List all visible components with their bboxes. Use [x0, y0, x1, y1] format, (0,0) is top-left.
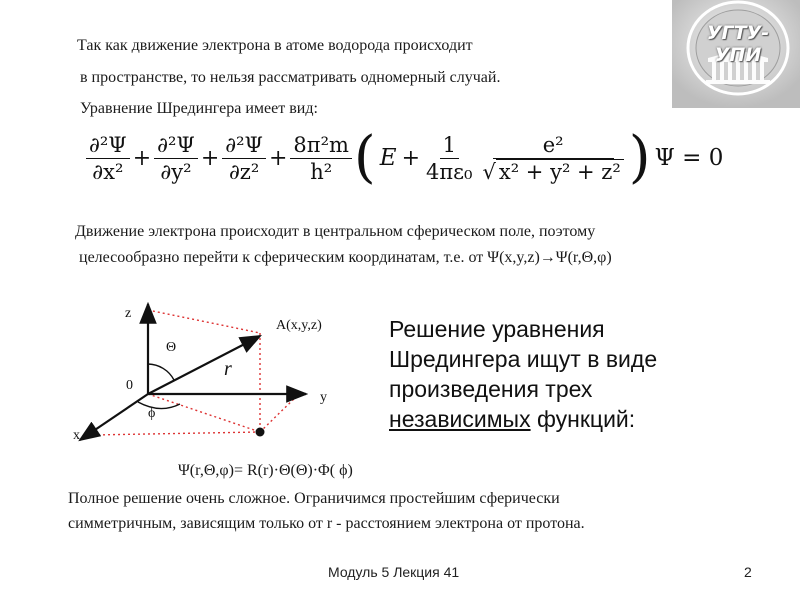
conclusion-line-2: симметричным, зависящим только от r - расстоянием электрона от протона. [68, 515, 585, 532]
psi-equals-zero: Ψ = 0 [654, 145, 724, 171]
central-field-line-2: целесообразно перейти к сферическим координатам, т.е. от Ψ(x,y,z)→Ψ(r,Θ,φ) [79, 249, 612, 266]
intro-line-3: Уравнение Шредингера имеет вид: [80, 100, 318, 117]
plus-sign: + [132, 145, 152, 171]
plus-sign: + [401, 145, 421, 171]
fraction-denominator: 4πε₀ [426, 159, 473, 184]
left-paren: ( [353, 125, 376, 190]
solution-line-4 [389, 404, 657, 434]
footer-module-label: Модуль 5 Лекция 41 [328, 564, 460, 580]
theta-label: Θ [166, 340, 177, 355]
central-field-line-1: Движение электрона происходит в центральном сферическом поле, поэтому [75, 223, 596, 240]
right-paren: ) [628, 125, 651, 190]
fraction-numerator: ∂²Ψ [86, 133, 130, 159]
phi-arc [138, 402, 180, 409]
fraction-numerator: e² [493, 133, 614, 159]
energy-symbol: E [379, 145, 397, 171]
x-axis [80, 394, 148, 440]
fraction-denominator: h² [310, 159, 333, 184]
conclusion-line-1: Полное решение очень сложное. Ограничимся простейшим сферически [68, 490, 560, 507]
spherical-coordinates-diagram [60, 290, 360, 460]
coulomb-fraction [479, 133, 626, 184]
eight-pi-m-over-h2-fraction [290, 133, 352, 184]
fraction-denominator: ∂z² [228, 159, 260, 184]
theta-arc [148, 364, 174, 380]
fraction-numerator: ∂²Ψ [222, 133, 266, 159]
fraction-denominator: ∂y² [160, 159, 192, 184]
fraction-numerator: 1 [440, 133, 459, 159]
intro-line-2: в пространстве, то нельзя рассматривать одномерный случай. [80, 69, 501, 86]
z-axis-label: z [125, 306, 132, 321]
projection-lines [92, 310, 300, 435]
plus-sign: + [268, 145, 288, 171]
page-number: 2 [744, 564, 752, 580]
solution-statement [389, 314, 657, 434]
fraction-denominator: ∂x² [92, 159, 124, 184]
y-axis-label: y [320, 390, 327, 405]
x-axis-label: x [73, 428, 80, 443]
product-formula: Ψ(r,Θ,φ)= R(r)·Θ(Θ)·Φ( ϕ) [178, 462, 353, 479]
solution-line-3: произведения трех [389, 376, 593, 402]
radius-vector [148, 336, 260, 394]
solution-line-1: Решение уравнения [389, 316, 605, 342]
sqrt-expression: x² + y² + z² [496, 159, 624, 184]
logo-text: УГТУ-УПИ [706, 22, 770, 66]
plus-sign: + [200, 145, 220, 171]
independent-word: независимых [389, 406, 531, 432]
point-a-label: A(x,y,z) [276, 318, 322, 333]
fraction-numerator: 8π²m [290, 133, 352, 159]
functions-word: функций: [530, 406, 636, 432]
phi-label: ϕ [148, 406, 156, 421]
intro-line-1: Так как движение электрона в атоме водорода происходит [77, 37, 473, 54]
solution-line-2: Шредингера ищут в виде [389, 346, 658, 372]
schrodinger-equation [84, 122, 723, 194]
axes [80, 304, 306, 440]
sqrt-denominator: √ x² + y² + z² [479, 159, 626, 184]
projection-point [256, 428, 265, 437]
one-over-4pi-eps-fraction [423, 133, 475, 184]
d2psi-dx2-fraction [86, 133, 130, 184]
r-label: r [224, 358, 232, 380]
d2psi-dy2-fraction [154, 133, 198, 184]
origin-label: 0 [126, 378, 133, 393]
fraction-numerator: ∂²Ψ [154, 133, 198, 159]
d2psi-dz2-fraction [222, 133, 266, 184]
university-logo [672, 0, 800, 108]
